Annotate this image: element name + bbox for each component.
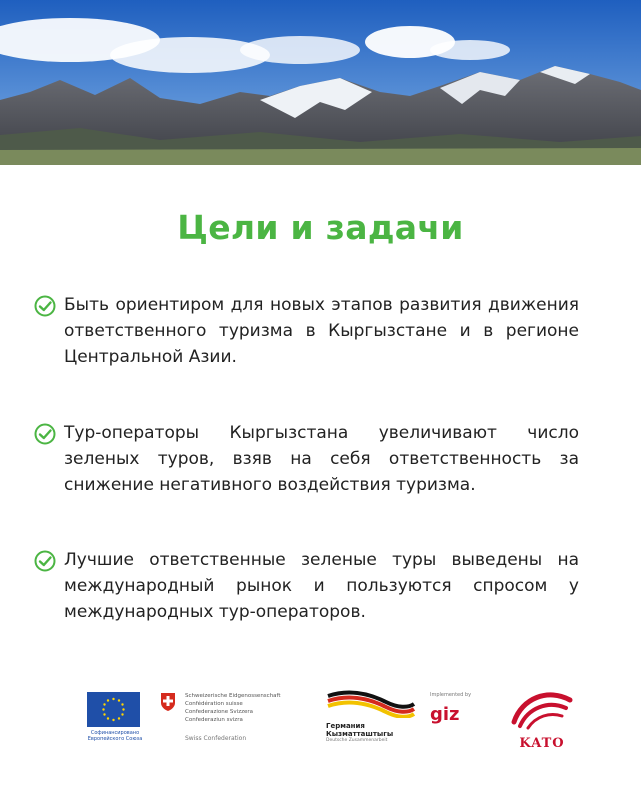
kato-name: KATO [519,736,565,751]
page-title: Цели и задачи [177,208,464,247]
eu-flag-logo [87,692,140,727]
goal-text: Лучшие ответственные зеленые туры выведены на международный рынок и пользуются спросом у международных тур-операторов. [64,550,579,622]
goal-item [34,547,579,625]
germany-line1: Германия [326,722,365,730]
germany-line3: Deutsche Zusammenarbeit [326,738,388,743]
germany-logo [326,688,416,748]
eu-caption: Софинансировано Европейского Союза [87,730,143,742]
swiss-line: Schweizerische Eidgenossenschaft [185,693,281,699]
germany-line2: Кызматташтыгы [326,730,394,738]
flag-ribbon-icon [326,688,416,718]
goal-item [34,292,579,370]
swiss-line: Confederazione Svizzera [185,709,253,715]
goal-text: Быть ориентиром для новых этапов развития движения ответственного туризма в Кыргызстане и в регионе Центральной Азии. [64,295,579,367]
partner-logos [0,680,641,760]
swiss-shield-logo [160,692,176,712]
swiss-text [185,692,315,724]
swiss-line: Confédération suisse [185,701,243,707]
goal-text: Тур-операторы Кыргызстана увеличивают число зеленых туров, взяв на себя ответственность за снижение негативного воздействия туризма. [64,423,579,495]
giz-prefix: Implemented by [430,692,472,698]
swiss-line: Confederaziun svizra [185,717,243,723]
swiss-caption: Swiss Confederation [185,735,247,742]
kato-logo [508,684,576,750]
check-circle-icon [34,295,56,317]
check-circle-icon [34,550,56,572]
giz-name: giz [430,704,460,725]
goal-item [34,420,579,498]
mountain-banner [0,0,641,165]
kato-emblem-icon [508,684,576,732]
giz-logo [430,692,490,737]
mountain-illustration [0,0,641,165]
check-circle-icon [34,423,56,445]
